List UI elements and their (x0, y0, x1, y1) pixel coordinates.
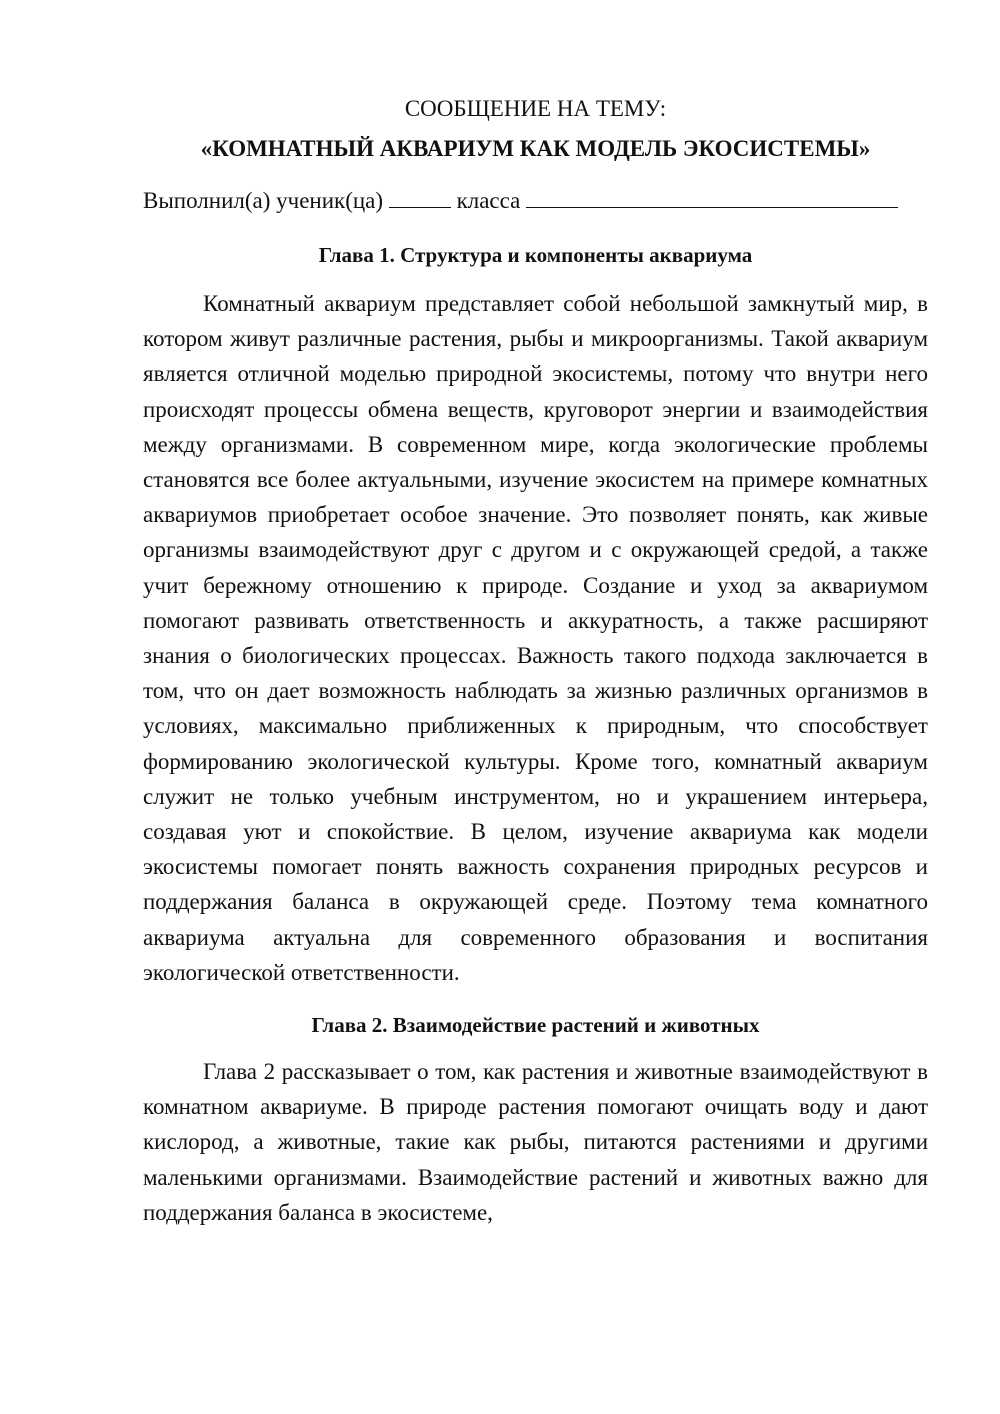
author-line (143, 184, 928, 218)
chapter-2-text: Глава 2 рассказывает о том, как растения и животные взаимодействуют в комнатном аквариуме. В природе растения помогают очищать воду и дают кислород, а животные, такие как рыбы, питаются растениями и другими маленькими организмами. Взаимодействие растений и животных важно для поддержания баланса в экосистеме, (143, 1059, 928, 1225)
class-number-blank (389, 191, 451, 208)
document-title: «КОМНАТНЫЙ АКВАРИУМ КАК МОДЕЛЬ ЭКОСИСТЕМЫ» (200, 136, 871, 161)
student-name-blank (526, 191, 898, 208)
class-label: класса (456, 188, 521, 213)
document-subtitle: СООБЩЕНИЕ НА ТЕМУ: (404, 96, 667, 121)
chapter-2-heading: Глава 2. Взаимодействие растений и животных (311, 1013, 760, 1038)
chapter-1-text: Комнатный аквариум представляет собой небольшой замкнутый мир, в котором живут различные растения, рыбы и микроорганизмы. Такой аквариум является отличной моделью природной экосистемы, потому что внутри него происходят процессы обмена веществ, круговорот энергии и взаимодействия между организмами. В современном мире, когда экологические проблемы становятся все более актуальными, изучение экосистем на примере комнатных аквариумов приобретает особое значение. Это позволяет понять, как живые организмы взаимодействуют друг с другом и с окружающей средой, а также учит бережному отношению к природе. Создание и уход за аквариумом помогают развивать ответственность и аккуратность, а также расширяют знания о биологических процессах. Важность такого подхода заключается в том, что он дает возможность наблюдать за жизнью различных организмов в условиях, максимально приближенных к природным, что способствует формированию экологической культуры. Кроме того, комнатный аквариум служит не только учебным инструментом, но и украшением интерьера, создавая уют и спокойствие. В целом, изучение аквариума как модели экосистемы помогает понять важность сохранения природных ресурсов и поддержания баланса в окружающей среде. Поэтому тема комнатного аквариума актуальна для современного образования и воспитания экологической ответственности. (143, 291, 928, 985)
chapter-1-heading: Глава 1. Структура и компоненты аквариума (318, 243, 753, 267)
document-page (143, 92, 928, 1230)
author-label: Выполнил(а) ученик(ца) (143, 188, 384, 213)
